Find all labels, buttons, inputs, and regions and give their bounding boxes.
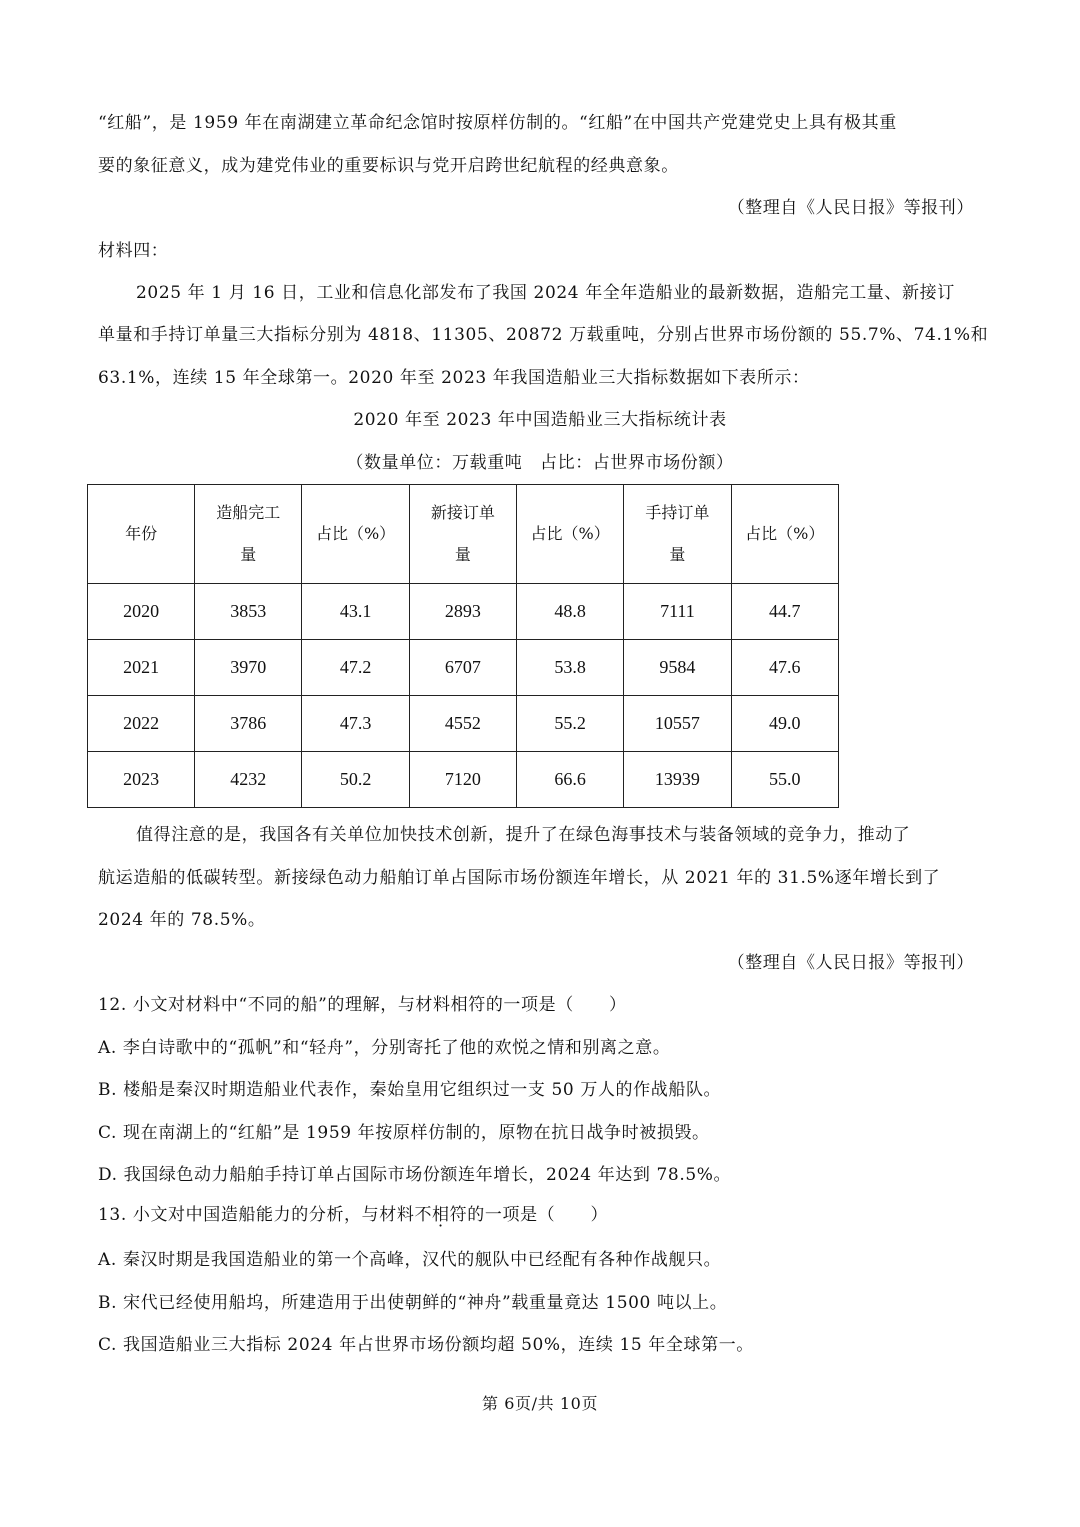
paragraph-line: 单量和手持订单量三大指标分别为 4818、11305、20872 万载重吨，分别占世界市场份额的 55.7%、74.1%和 [98, 325, 989, 345]
paragraph-line: 2025 年 1 月 16 日，工业和信息化部发布了我国 2024 年全年造船业的最新数据，造船完工量、新接订 [136, 283, 955, 303]
question-13 [98, 1204, 608, 1226]
cell: 50.2 [302, 752, 409, 808]
header-text: 量 [240, 545, 257, 564]
cell: 47.6 [731, 640, 838, 696]
cell: 55.2 [516, 696, 623, 752]
header-text: 占比（%） [530, 524, 610, 543]
option-13-a: A. 秦汉时期是我国造船业的第一个高峰，汉代的舰队中已经配有各种作战舰只。 [98, 1250, 722, 1270]
shipbuilding-stats-table [87, 484, 839, 808]
cell: 2022 [88, 696, 195, 752]
cell: 10557 [624, 696, 731, 752]
header-share [302, 485, 409, 584]
table-row [88, 640, 839, 696]
material-heading: 材料四： [98, 241, 169, 261]
table-row [88, 584, 839, 640]
paragraph-line: 63.1%，连续 15 年全球第一。2020 年至 2023 年我国造船业三大指标数据如下表所示： [98, 368, 810, 388]
cell: 9584 [624, 640, 731, 696]
cell: 66.6 [516, 752, 623, 808]
option-13-c: C. 我国造船业三大指标 2024 年占世界市场份额均超 50%，连续 15 年全球第一。 [98, 1335, 754, 1355]
table-row [88, 752, 839, 808]
cell: 2893 [409, 584, 516, 640]
option-13-b: B. 宋代已经使用船坞，所建造用于出使朝鲜的“神舟”载重量竟达 1500 吨以上。 [98, 1293, 728, 1313]
source-note: （整理自《人民日报》等报刊） [727, 953, 974, 973]
paragraph-line: 要的象征意义，成为建党伟业的重要标识与党开启跨世纪航程的经典意象。 [98, 156, 679, 176]
cell: 49.0 [731, 696, 838, 752]
cell: 44.7 [731, 584, 838, 640]
header-text: 年份 [125, 524, 158, 543]
header-holding-orders [624, 485, 731, 584]
cell: 3970 [195, 640, 302, 696]
header-text: 造船完工 [216, 503, 281, 522]
cell: 3786 [195, 696, 302, 752]
table-header-row [88, 485, 839, 584]
paragraph-line: 值得注意的是，我国各有关单位加快技术创新，提升了在绿色海事技术与装备领域的竞争力，推动了 [136, 825, 911, 845]
option-12-d: D. 我国绿色动力船舶手持订单占国际市场份额连年增长，2024 年达到 78.5%。 [98, 1165, 732, 1185]
paragraph-line: 航运造船的低碳转型。新接绿色动力船舶订单占国际市场份额连年增长，从 2021 年的 31.5%逐年增长到了 [98, 868, 941, 888]
cell: 48.8 [516, 584, 623, 640]
header-text: 占比（%） [745, 524, 825, 543]
paragraph-line: 2024 年的 78.5%。 [98, 910, 266, 930]
cell: 2020 [88, 584, 195, 640]
option-12-c: C. 现在南湖上的“红船”是 1959 年按原样仿制的，原物在抗日战争时被损毁。 [98, 1123, 710, 1143]
cell: 53.8 [516, 640, 623, 696]
table-unit-note: （数量单位：万载重吨 占比：占世界市场份额） [346, 453, 734, 473]
cell: 43.1 [302, 584, 409, 640]
header-new-orders [409, 485, 516, 584]
header-text: 占比（%） [315, 524, 396, 543]
cell: 4552 [409, 696, 516, 752]
table-row [88, 696, 839, 752]
cell: 47.2 [302, 640, 409, 696]
header-completed [195, 485, 302, 584]
source-note: （整理自《人民日报》等报刊） [727, 198, 974, 218]
header-share [516, 485, 623, 584]
table-title: 2020 年至 2023 年中国造船业三大指标统计表 [353, 410, 727, 430]
cell: 13939 [624, 752, 731, 808]
cell: 2021 [88, 640, 195, 696]
cell: 55.0 [731, 752, 838, 808]
question-12: 12. 小文对材料中“不同的船”的理解，与材料相符的一项是（ ） [98, 995, 627, 1015]
cell: 47.3 [302, 696, 409, 752]
cell: 7111 [624, 584, 731, 640]
header-year [88, 485, 195, 584]
page-footer: 第 6页/共 10页 [481, 1394, 599, 1413]
option-12-b: B. 楼船是秦汉时期造船业代表作，秦始皇用它组织过一支 50 万人的作战船队。 [98, 1080, 722, 1100]
cell: 4232 [195, 752, 302, 808]
header-text: 量 [454, 545, 471, 564]
header-text: 新接订单 [430, 503, 495, 522]
cell: 2023 [88, 752, 195, 808]
cell: 6707 [409, 640, 516, 696]
header-text: 量 [669, 545, 686, 564]
paragraph-line: “红船”，是 1959 年在南湖建立革命纪念馆时按原样仿制的。“红船”在中国共产党建党史上具有极其重 [98, 113, 897, 133]
header-text: 手持订单 [645, 503, 710, 522]
header-share [731, 485, 838, 584]
option-12-a: A. 李白诗歌中的“孤帆”和“轻舟”，分别寄托了他的欢悦之情和别离之意。 [98, 1038, 671, 1058]
cell: 3853 [195, 584, 302, 640]
emphasis-text: 不相符 [414, 1205, 468, 1225]
question-text: 13. 小文对中国造船能力的分析，与材料 [98, 1205, 415, 1225]
cell: 7120 [409, 752, 516, 808]
question-text: 的一项是（ ） [467, 1205, 609, 1225]
